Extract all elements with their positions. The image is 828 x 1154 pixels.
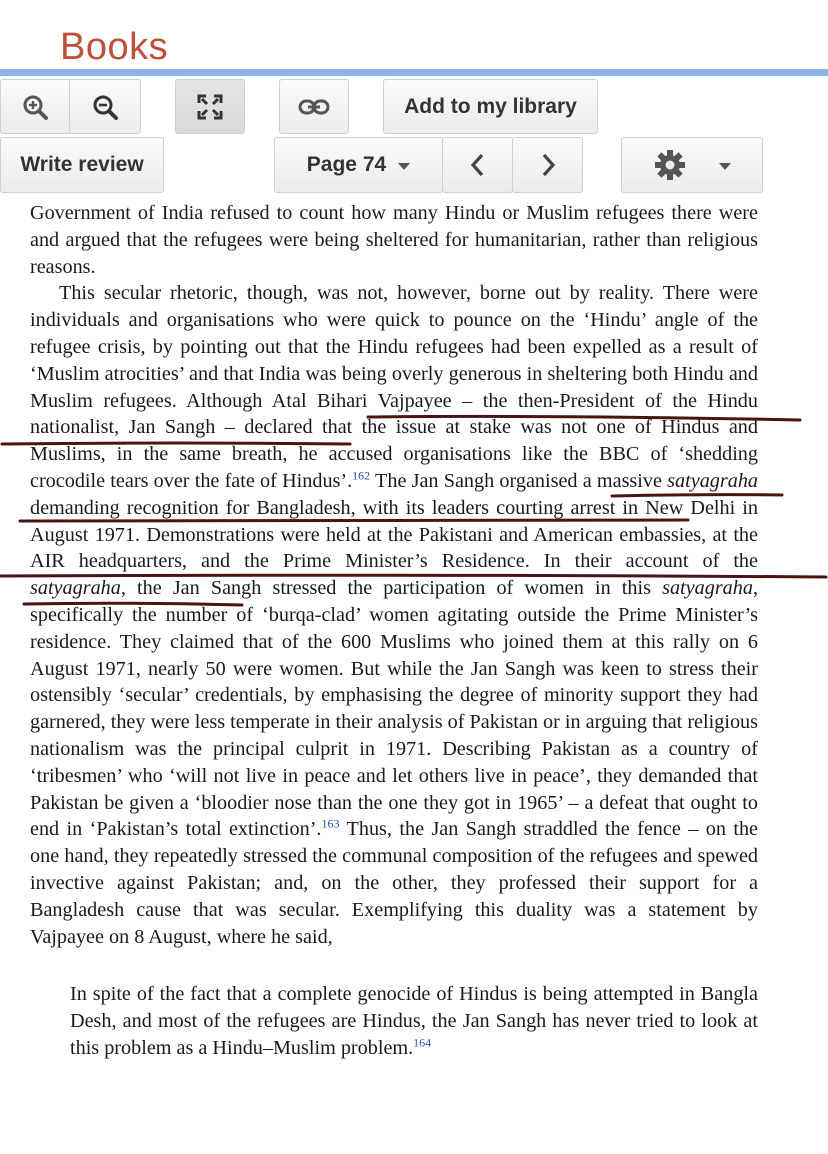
paragraph-2-text-b: The Jan Sangh organised a massive bbox=[370, 469, 668, 492]
link-button[interactable] bbox=[279, 79, 349, 134]
italic-term: satyagraha bbox=[30, 577, 121, 600]
fullscreen-button[interactable] bbox=[175, 79, 245, 134]
zoom-in-button[interactable] bbox=[0, 79, 70, 134]
paragraph-1: Government of India refused to count how many Hindu or Muslim refugees there were and argued that the refugees were being sheltered for humanitarian, rather than religious reasons. bbox=[30, 202, 758, 278]
link-icon bbox=[298, 97, 330, 117]
chevron-down-icon bbox=[398, 163, 410, 170]
italic-term: satyagraha bbox=[667, 469, 759, 492]
footnote-164[interactable]: 164 bbox=[413, 1035, 432, 1050]
add-to-library-button[interactable]: Add to my library bbox=[383, 79, 598, 134]
paragraph-2-text-f: Thus, the Jan Sangh straddled the fence – on the one hand, they repeatedly stressed the communal composition of the refugees and spewed invective against Pakistan; and, on the other, they professed their support for a Bangladesh cause that was secular. Exemplifying this duality was a statement by Vajpayee on 8 August, where he said, bbox=[30, 818, 759, 948]
paragraph-2-text-c: demanding recognition for Bangladesh, with its leaders courting arrest in New Delhi in August 1971. Demonstrations were held at the Pakistani and American embassies, at the AIR headquarters, and the Prime Minister’s Residence. In their account of the bbox=[30, 496, 758, 573]
page-label: Page 74 bbox=[306, 153, 387, 176]
previous-page-button[interactable] bbox=[442, 137, 513, 193]
gear-icon bbox=[653, 148, 687, 182]
paragraph-2-text-d: , the Jan Sangh stressed the participation of women in this bbox=[120, 577, 663, 600]
zoom-out-button[interactable] bbox=[69, 79, 141, 134]
block-quote bbox=[70, 981, 758, 1061]
footnote-162[interactable]: 162 bbox=[352, 468, 371, 483]
zoom-out-icon bbox=[91, 93, 119, 121]
write-review-button[interactable]: Write review bbox=[0, 137, 164, 193]
fullscreen-icon bbox=[195, 92, 225, 122]
settings-caret-icon bbox=[719, 163, 731, 170]
books-logo[interactable]: Books bbox=[60, 26, 169, 68]
book-page bbox=[30, 200, 758, 1062]
paragraph-2-text-e: , specifically the number of ‘burqa-clad’ women agitating outside the Prime Minister’s residence. They claimed that of the 600 Muslims who joined them at this rally on 6 August 1971, nearly 50 were women. But while the Jan Sangh was keen to stress their ostensibly ‘secular’ credentials, by emphasising the degree of minority support they had garnered, they were less temperate in their analysis of Pakistan or in arguing that religious nationalism was the principal culprit in 1971. Describing Pakistan as a country of ‘tribesmen’ who ‘will not live in peace and let others live in peace’, they demanded that Pakistan be given a ‘bloodier nose than the one they got in 1965’ – a defeat that ought to end in ‘Pakistan’s total extinction’. bbox=[30, 577, 758, 841]
paragraph-2-text-a: This secular rhetoric, though, was not, however, borne out by reality. There were individuals and organisations who were quick to pounce on the ‘Hindu’ angle of the refugee crisis, by pointing out that the Hindu refugees had been expelled as a result of ‘Muslim atrocities’ and that India was being overly generous in sheltering both Hindu and Muslim refugees. Although Atal Bihari Vajpayee – the then-President of the Hindu nationalist, Jan Sangh – declared that the issue at stake was not one of Hindus and Muslims, in the same breath, he accused organisations like the BBC of ‘shedding crocodile tears over the fate of Hindus’. bbox=[30, 282, 758, 492]
zoom-in-icon bbox=[21, 93, 49, 121]
chevron-left-icon bbox=[468, 152, 488, 178]
page-select[interactable] bbox=[274, 137, 443, 193]
settings-menu-button[interactable] bbox=[621, 137, 763, 193]
next-page-button[interactable] bbox=[512, 137, 583, 193]
italic-term: satyagraha bbox=[662, 577, 753, 600]
header-divider bbox=[0, 69, 828, 76]
block-quote-text: In spite of the fact that a complete genocide of Hindus is being attempted in Bangla Desh, and most of the refugees are Hindus, the Jan Sangh has never tried to look at this problem as a Hindu–Muslim problem. bbox=[70, 983, 758, 1059]
chevron-right-icon bbox=[538, 152, 558, 178]
paragraph-2 bbox=[30, 280, 758, 950]
footnote-163[interactable]: 163 bbox=[321, 816, 340, 831]
